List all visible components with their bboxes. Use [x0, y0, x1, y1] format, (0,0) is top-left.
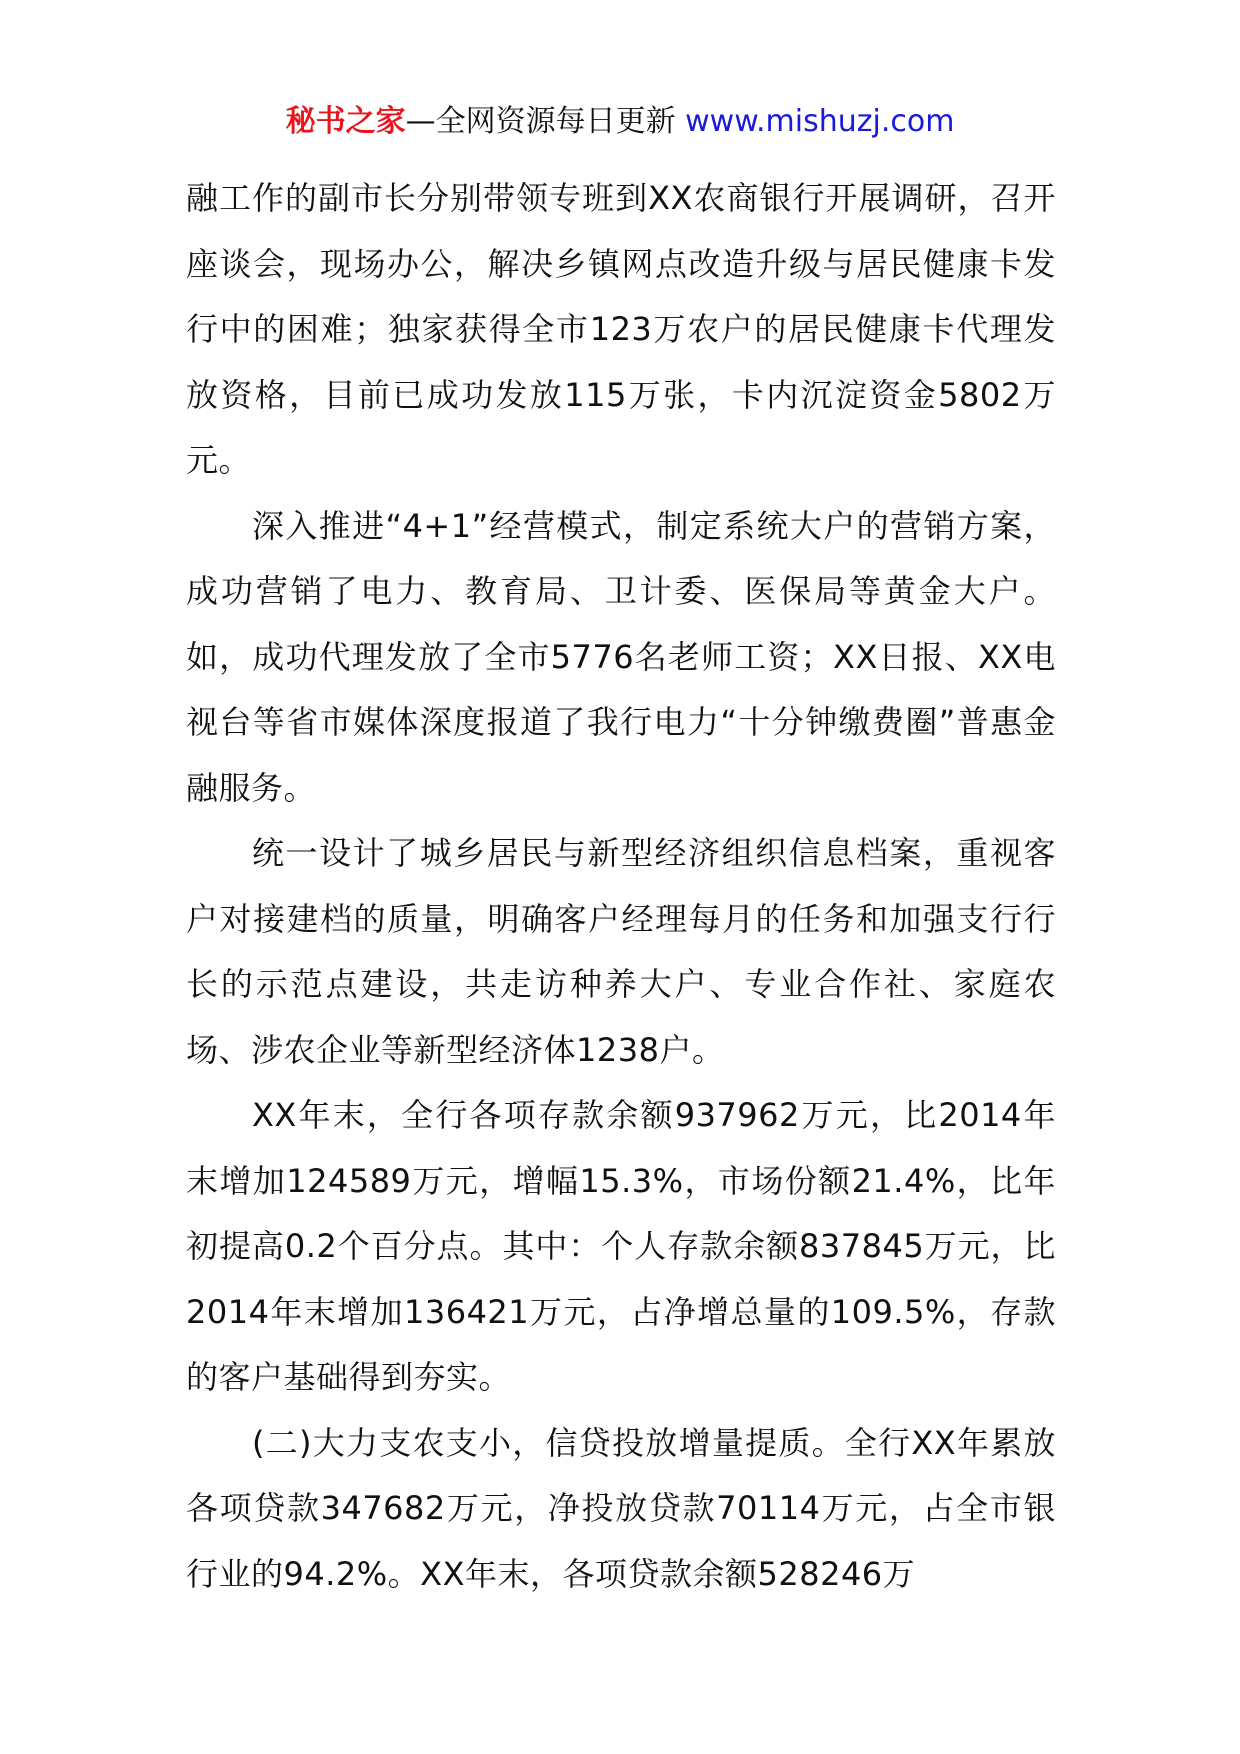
document-body — [186, 166, 1056, 1607]
site-tagline: —全网资源每日更新 — [405, 104, 676, 139]
site-header — [0, 102, 1240, 142]
paragraph-marketing-model: 深入推进“4+1”经营模式，制定系统大户的营销方案，成功营销了电力、教育局、卫计委、医保局等黄金大户。如，成功代理发放了全市5776名老师工资；XX日报、XX电视台等省市媒体深度报道了我行电力“十分钟缴费圈”普惠金融服务。 — [186, 506, 1056, 807]
paragraph-customer-archive: 统一设计了城乡居民与新型经济组织信息档案，重视客户对接建档的质量，明确客户经理每月的任务和加强支行行长的示范点建设，共走访种养大户、专业合作社、家庭农场、涉农企业等新型经济体1238户。 — [186, 834, 1056, 1069]
paragraph-deposit-summary: XX年末，全行各项存款余额937962万元，比2014年末增加124589万元，增幅15.3%，市场份额21.4%，比年初提高0.2个百分点。其中：个人存款余额837845万元，比2014年末增加136421万元，占净增总量的109.5%，存款的客户基础得到夯实。 — [186, 1096, 1056, 1396]
paragraph-loan-summary: (二)大力支农支小，信贷投放增量提质。全行XX年累放各项贷款347682万元，净投放贷款70114万元，占全市银行业的94.2%。XX年末，各项贷款余额528246万 — [186, 1423, 1056, 1593]
site-brand: 秘书之家 — [285, 104, 406, 139]
site-url-link[interactable]: www.mishuzj.com — [685, 104, 955, 139]
paragraph-continuation: 融工作的副市长分别带领专班到XX农商银行开展调研，召开座谈会，现场办公，解决乡镇网点改造升级与居民健康卡发行中的困难；独家获得全市123万农户的居民健康卡代理发放资格，目前已成功发放115万张，卡内沉淀资金5802万元。 — [186, 179, 1056, 479]
